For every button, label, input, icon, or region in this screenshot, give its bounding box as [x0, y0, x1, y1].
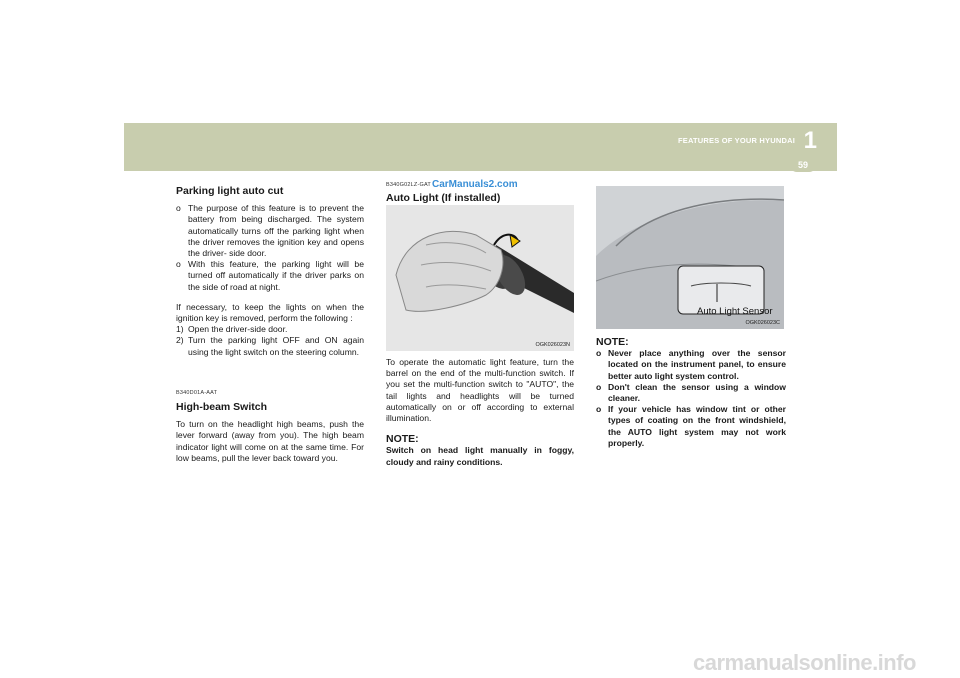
sensor-label: Auto Light Sensor: [697, 306, 773, 317]
note-bullet: o Never place anything over the sensor located on the instrument panel, to ensure better auto light system control.: [596, 348, 786, 381]
paragraph: To turn on the headlight high beams, push the lever forward (away from you). The high beam indicator light will come on at the same time. For low beams, pull the lever back toward you.: [176, 419, 364, 463]
section-title-auto-light: Auto Light (If installed): [386, 192, 501, 205]
figure-multifunction-switch: [386, 205, 574, 351]
figure-auto-light-sensor: [596, 186, 784, 329]
note-title: NOTE:: [386, 433, 419, 446]
note-title: NOTE:: [596, 336, 629, 348]
section-code: B340G02LZ-GAT: [386, 182, 431, 188]
chapter-number: 1: [803, 127, 817, 154]
section-code: B340D01A-AAT: [176, 389, 218, 396]
hand-switch-illustration: [386, 205, 574, 351]
footer-watermark: carmanualsonline.info: [693, 650, 916, 675]
step-item: 2) Turn the parking light OFF and ON again using the light switch on the steering column.: [176, 335, 364, 357]
note-body: Switch on head light manually in foggy, cloudy and rainy conditions.: [386, 445, 574, 467]
bullet-item: o The purpose of this feature is to prevent the battery from being discharged. The system automatically turns off the parking light when the driver removes the ignition key and opens the driver- side door.: [176, 203, 364, 259]
step-item: 1) Open the driver-side door.: [176, 324, 288, 335]
paragraph: If necessary, to keep the lights on when the ignition key is removed, perform the following :: [176, 301, 364, 324]
figure-caption: OGK026023C: [745, 320, 780, 326]
chapter-title: FEATURES OF YOUR HYUNDAI: [677, 136, 795, 145]
note-bullet: o If your vehicle has window tint or other types of coating on the front windshield, the AUTO light system may not work properly.: [596, 404, 786, 448]
watermark-link[interactable]: CarManuals2.com: [432, 179, 518, 190]
paragraph: To operate the automatic light feature, turn the barrel on the end of the multi-function switch. If you set the multi-function switch to "AUTO", the tail lights and headlights will be turned automatically on or off according to external illumination.: [386, 357, 574, 424]
column-middle-text: [386, 357, 574, 468]
chapter-header-band: [124, 123, 837, 171]
section-title-parking-light: Parking light auto cut: [176, 185, 284, 197]
column-left: [176, 186, 364, 464]
page-number: 59: [797, 160, 808, 170]
section-title-high-beam: High-beam Switch: [176, 401, 268, 414]
bullet-item: o With this feature, the parking light will be turned off automatically if the driver parks on the side of road at night.: [176, 259, 364, 292]
note-bullet: o Don't clean the sensor using a window cleaner.: [596, 381, 786, 404]
figure-caption: OGK026023N: [535, 342, 570, 348]
column-right-text: [596, 337, 786, 449]
